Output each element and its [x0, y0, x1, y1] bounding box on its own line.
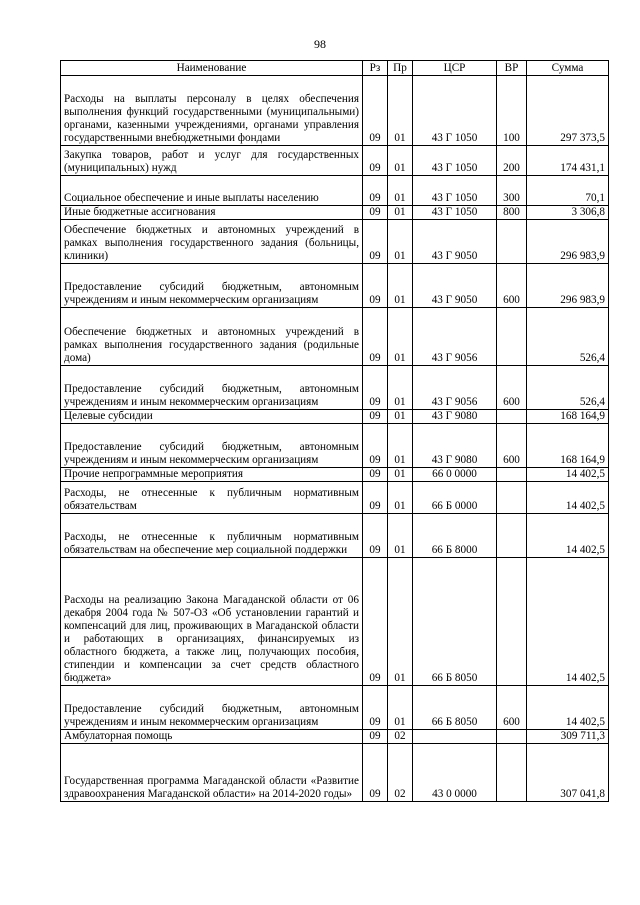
row-vr-cell: 600	[497, 686, 527, 730]
row-vr-cell	[497, 730, 527, 744]
row-pr-cell: 01	[388, 514, 413, 558]
row-csr-cell: 43 Г 1050	[413, 206, 497, 220]
row-rz-cell: 09	[363, 514, 388, 558]
row-name-cell: Государственная программа Магаданской области «Развитие здравоохранения Магаданской области» на 2014-2020 годы»	[61, 744, 363, 802]
row-csr-cell: 43 Г 9080	[413, 410, 497, 424]
row-pr-cell: 01	[388, 366, 413, 410]
row-vr-cell	[497, 308, 527, 366]
table-row	[61, 366, 609, 410]
row-vr-cell	[497, 410, 527, 424]
row-pr-cell: 01	[388, 206, 413, 220]
row-rz-cell: 09	[363, 366, 388, 410]
row-pr-cell: 01	[388, 410, 413, 424]
row-sum-cell: 168 164,9	[527, 424, 609, 468]
row-vr-cell	[497, 468, 527, 482]
row-rz-cell: 09	[363, 206, 388, 220]
row-vr-cell: 200	[497, 146, 527, 176]
row-pr-cell: 01	[388, 468, 413, 482]
row-pr-cell: 01	[388, 146, 413, 176]
row-rz-cell: 09	[363, 686, 388, 730]
row-pr-cell: 01	[388, 264, 413, 308]
row-sum-cell: 70,1	[527, 176, 609, 206]
budget-table	[60, 60, 609, 802]
row-vr-cell	[497, 514, 527, 558]
header-sum: Сумма	[527, 61, 609, 76]
row-pr-cell: 01	[388, 220, 413, 264]
row-name-cell: Закупка товаров, работ и услуг для государственных (муниципальных) нужд	[61, 146, 363, 176]
row-pr-cell: 01	[388, 308, 413, 366]
row-csr-cell: 43 Г 1050	[413, 176, 497, 206]
row-csr-cell: 66 0 0000	[413, 468, 497, 482]
row-rz-cell: 09	[363, 146, 388, 176]
row-name-cell: Предоставление субсидий бюджетным, автономным учреждениям и иным некоммерческим организациям	[61, 424, 363, 468]
page-number: 98	[314, 37, 326, 51]
table-row	[61, 220, 609, 264]
table-row	[61, 730, 609, 744]
row-vr-cell	[497, 482, 527, 514]
table-row	[61, 744, 609, 802]
row-sum-cell: 14 402,5	[527, 468, 609, 482]
row-csr-cell: 66 Б 0000	[413, 482, 497, 514]
row-sum-cell: 296 983,9	[527, 220, 609, 264]
row-name-cell: Расходы, не отнесенные к публичным нормативным обязательствам на обеспечение мер социальной поддержки	[61, 514, 363, 558]
row-csr-cell: 43 Г 9056	[413, 308, 497, 366]
row-csr-cell: 43 Г 9050	[413, 220, 497, 264]
row-rz-cell: 09	[363, 76, 388, 146]
row-sum-cell: 14 402,5	[527, 514, 609, 558]
row-sum-cell: 168 164,9	[527, 410, 609, 424]
row-name-cell: Прочие непрограммные мероприятия	[61, 468, 363, 482]
table-row	[61, 686, 609, 730]
row-vr-cell: 600	[497, 424, 527, 468]
row-pr-cell: 01	[388, 482, 413, 514]
table-row	[61, 558, 609, 686]
row-sum-cell: 307 041,8	[527, 744, 609, 802]
header-csr: ЦСР	[413, 61, 497, 76]
row-pr-cell: 02	[388, 744, 413, 802]
header-vr: ВР	[497, 61, 527, 76]
row-pr-cell: 02	[388, 730, 413, 744]
table-row	[61, 308, 609, 366]
row-name-cell: Предоставление субсидий бюджетным, автономным учреждениям и иным некоммерческим организациям	[61, 264, 363, 308]
row-csr-cell: 43 Г 9080	[413, 424, 497, 468]
row-pr-cell: 01	[388, 176, 413, 206]
row-csr-cell: 43 Г 1050	[413, 76, 497, 146]
row-sum-cell: 14 402,5	[527, 686, 609, 730]
row-name-cell: Обеспечение бюджетных и автономных учреждений в рамках выполнения государственного задания (родильные дома)	[61, 308, 363, 366]
table-header-row	[61, 61, 609, 76]
row-pr-cell: 01	[388, 424, 413, 468]
header-rz: Рз	[363, 61, 388, 76]
row-rz-cell: 09	[363, 264, 388, 308]
row-name-cell: Целевые субсидии	[61, 410, 363, 424]
row-vr-cell: 600	[497, 366, 527, 410]
row-rz-cell: 09	[363, 730, 388, 744]
row-sum-cell: 174 431,1	[527, 146, 609, 176]
row-name-cell: Расходы на реализацию Закона Магаданской области от 06 декабря 2004 года № 507-ОЗ «Об установлении гарантий и компенсаций для лиц, проживающих в Магаданской области и работающих в организациях, финансируемых из областного бюджета, а также лиц, получающих пособия, стипендии и компенсации за счет средств областного бюджета»	[61, 558, 363, 686]
row-sum-cell: 526,4	[527, 366, 609, 410]
row-sum-cell: 3 306,8	[527, 206, 609, 220]
row-pr-cell: 01	[388, 558, 413, 686]
row-vr-cell	[497, 558, 527, 686]
row-sum-cell: 296 983,9	[527, 264, 609, 308]
row-rz-cell: 09	[363, 482, 388, 514]
row-pr-cell: 01	[388, 686, 413, 730]
row-vr-cell	[497, 220, 527, 264]
row-pr-cell: 01	[388, 76, 413, 146]
table-row	[61, 468, 609, 482]
row-rz-cell: 09	[363, 220, 388, 264]
row-csr-cell	[413, 730, 497, 744]
table-row	[61, 264, 609, 308]
row-rz-cell: 09	[363, 558, 388, 686]
row-csr-cell: 43 Г 9056	[413, 366, 497, 410]
row-name-cell: Предоставление субсидий бюджетным, автономным учреждениям и иным некоммерческим организациям	[61, 366, 363, 410]
row-rz-cell: 09	[363, 176, 388, 206]
table-row	[61, 482, 609, 514]
row-name-cell: Обеспечение бюджетных и автономных учреждений в рамках выполнения государственного задания (больницы, клиники)	[61, 220, 363, 264]
row-csr-cell: 66 Б 8050	[413, 686, 497, 730]
row-rz-cell: 09	[363, 410, 388, 424]
row-name-cell: Амбулаторная помощь	[61, 730, 363, 744]
header-name: Наименование	[61, 61, 363, 76]
table-row	[61, 146, 609, 176]
row-vr-cell: 300	[497, 176, 527, 206]
row-rz-cell: 09	[363, 468, 388, 482]
table-row	[61, 206, 609, 220]
row-vr-cell: 100	[497, 76, 527, 146]
table-row	[61, 410, 609, 424]
row-name-cell: Расходы, не отнесенные к публичным нормативным обязательствам	[61, 482, 363, 514]
row-name-cell: Социальное обеспечение и иные выплаты населению	[61, 176, 363, 206]
row-csr-cell: 66 Б 8050	[413, 558, 497, 686]
row-vr-cell: 600	[497, 264, 527, 308]
header-pr: Пр	[388, 61, 413, 76]
row-csr-cell: 66 Б 8000	[413, 514, 497, 558]
table-row	[61, 76, 609, 146]
row-vr-cell: 800	[497, 206, 527, 220]
table-row	[61, 424, 609, 468]
row-csr-cell: 43 Г 9050	[413, 264, 497, 308]
table-row	[61, 514, 609, 558]
table-row	[61, 176, 609, 206]
row-csr-cell: 43 Г 1050	[413, 146, 497, 176]
row-sum-cell: 14 402,5	[527, 558, 609, 686]
row-csr-cell: 43 0 0000	[413, 744, 497, 802]
row-rz-cell: 09	[363, 744, 388, 802]
row-sum-cell: 309 711,3	[527, 730, 609, 744]
row-name-cell: Расходы на выплаты персоналу в целях обеспечения выполнения функций государственными (муниципальными) органами, казенными учреждениями, органами управления государственными внебюджетными фондами	[61, 76, 363, 146]
row-sum-cell: 14 402,5	[527, 482, 609, 514]
row-name-cell: Иные бюджетные ассигнования	[61, 206, 363, 220]
row-sum-cell: 297 373,5	[527, 76, 609, 146]
row-vr-cell	[497, 744, 527, 802]
row-rz-cell: 09	[363, 424, 388, 468]
row-rz-cell: 09	[363, 308, 388, 366]
row-sum-cell: 526,4	[527, 308, 609, 366]
row-name-cell: Предоставление субсидий бюджетным, автономным учреждениям и иным некоммерческим организациям	[61, 686, 363, 730]
